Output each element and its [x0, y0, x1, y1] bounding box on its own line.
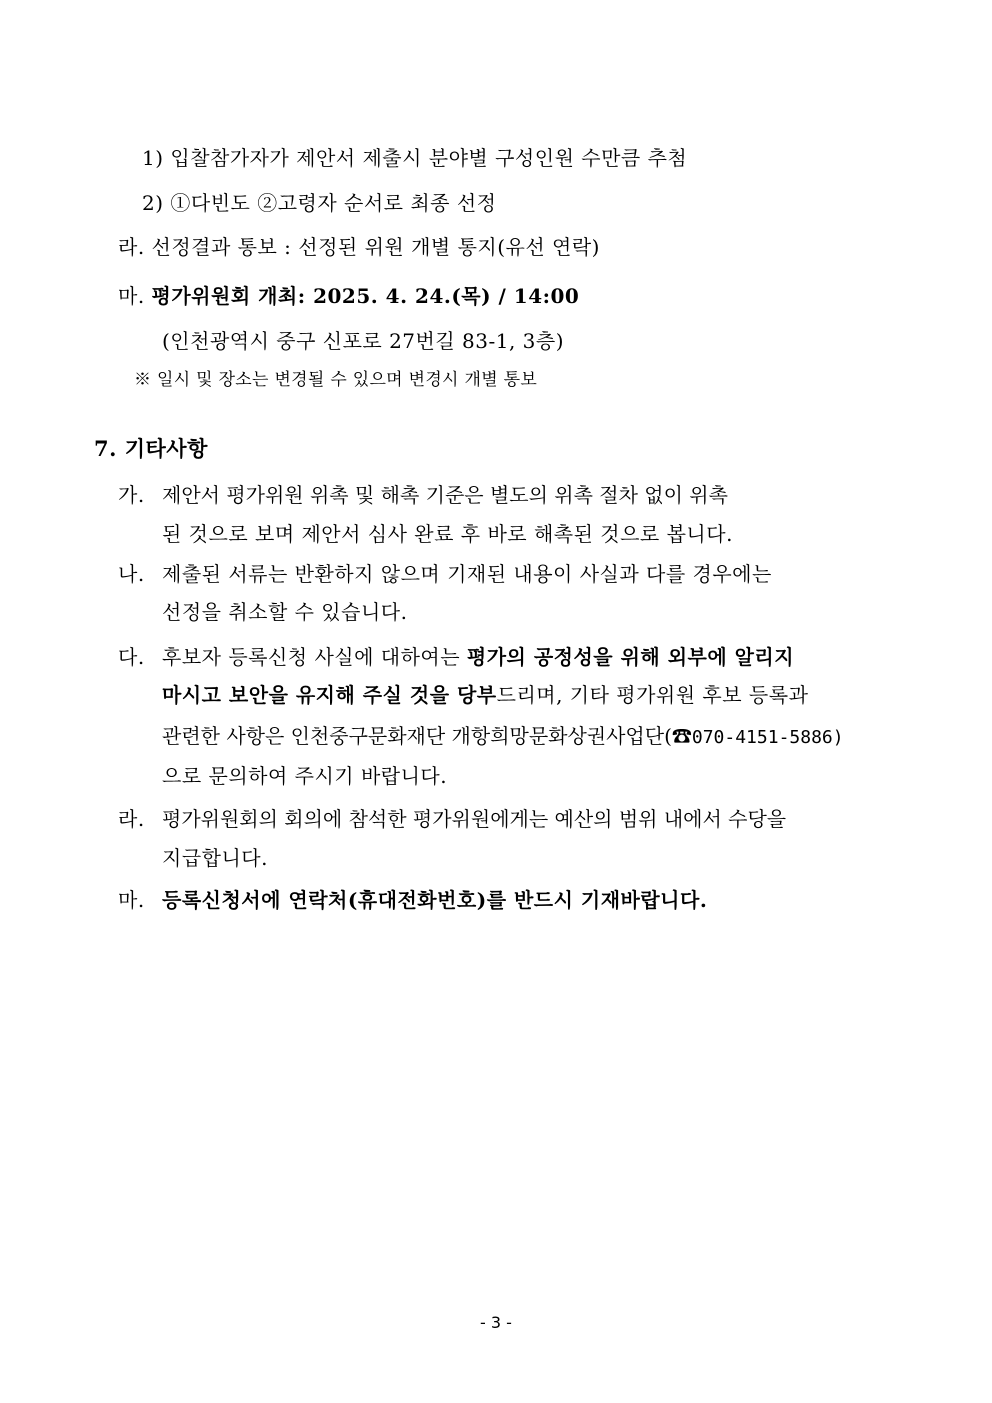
item-da-emphasis1: 평가의 공정성을 위해 외부에 알리지 — [466, 645, 795, 669]
item-ga-line1 — [162, 481, 898, 509]
phone-icon: ☎ — [671, 724, 692, 748]
item-ga-line2: 된 것으로 보며 제안서 심사 완료 후 바로 해촉된 것으로 봅니다. — [162, 522, 733, 546]
item-ga-label: 가. — [118, 483, 145, 507]
item-ga-text1: 제안서 평가위원 위촉 및 해촉 기준은 별도의 위촉 절차 없이 위촉 — [162, 483, 728, 507]
item-ma2-text: 등록신청서에 연락처(휴대전화번호)를 반드시 기재바랍니다. — [162, 888, 708, 912]
item-da-line2 — [162, 681, 808, 709]
selection-step-2: 2) ①다빈도 ②고령자 순서로 최종 선정 — [142, 191, 497, 215]
item-ra2-line2: 지급합니다. — [162, 846, 268, 870]
item-na-label: 나. — [118, 562, 145, 586]
item-ma-meeting — [118, 282, 579, 310]
item-text: 선정결과 통보 : 선정된 위원 개별 통지(유선 연락) — [151, 235, 600, 259]
item-label: 라. — [118, 235, 145, 259]
item-da-text3: 관련한 사항은 인천중구문화재단 개항희망문화상권사업단( — [162, 724, 672, 748]
contact-phone: 070-4151-5886) — [691, 727, 844, 748]
item-da-line4: 으로 문의하여 주시기 바랍니다. — [162, 764, 448, 788]
item-ra2-label: 라. — [118, 807, 145, 831]
meeting-note: ※ 일시 및 장소는 변경될 수 있으며 변경시 개별 통보 — [134, 370, 538, 390]
item-ma2-label: 마. — [118, 888, 145, 912]
item-na-line2: 선정을 취소할 수 있습니다. — [162, 600, 408, 624]
selection-step-1: 1) 입찰참가자가 제안서 제출시 분야별 구성인원 수만큼 추첨 — [142, 146, 688, 170]
item-ra2-line1: 평가위원회의 회의에 참석한 평가위원에게는 예산의 범위 내에서 수당을 — [162, 807, 787, 831]
item-label: 마. — [118, 284, 145, 308]
section-heading-etc: 7. 기타사항 — [94, 436, 208, 461]
item-da-line3 — [162, 722, 844, 752]
item-da-emphasis2: 마시고 보안을 유지해 주실 것을 당부 — [162, 683, 497, 707]
page-number: - 3 - — [480, 1313, 512, 1332]
item-da-line1 — [162, 643, 794, 671]
meeting-place: (인천광역시 중구 신포로 27번길 83-1, 3층) — [162, 329, 565, 353]
item-da-text2: 드리며, 기타 평가위원 후보 등록과 — [496, 683, 809, 707]
meeting-date: : 2025. 4. 24.(목) / 14:00 — [297, 284, 580, 308]
item-ra-notification — [118, 233, 600, 261]
item-na-line1: 제출된 서류는 반환하지 않으며 기재된 내용이 사실과 다를 경우에는 — [162, 562, 772, 586]
item-da-label: 다. — [118, 645, 145, 669]
item-da-text1: 후보자 등록신청 사실에 대하여는 — [162, 645, 467, 669]
meeting-title: 평가위원회 개최 — [151, 284, 298, 308]
